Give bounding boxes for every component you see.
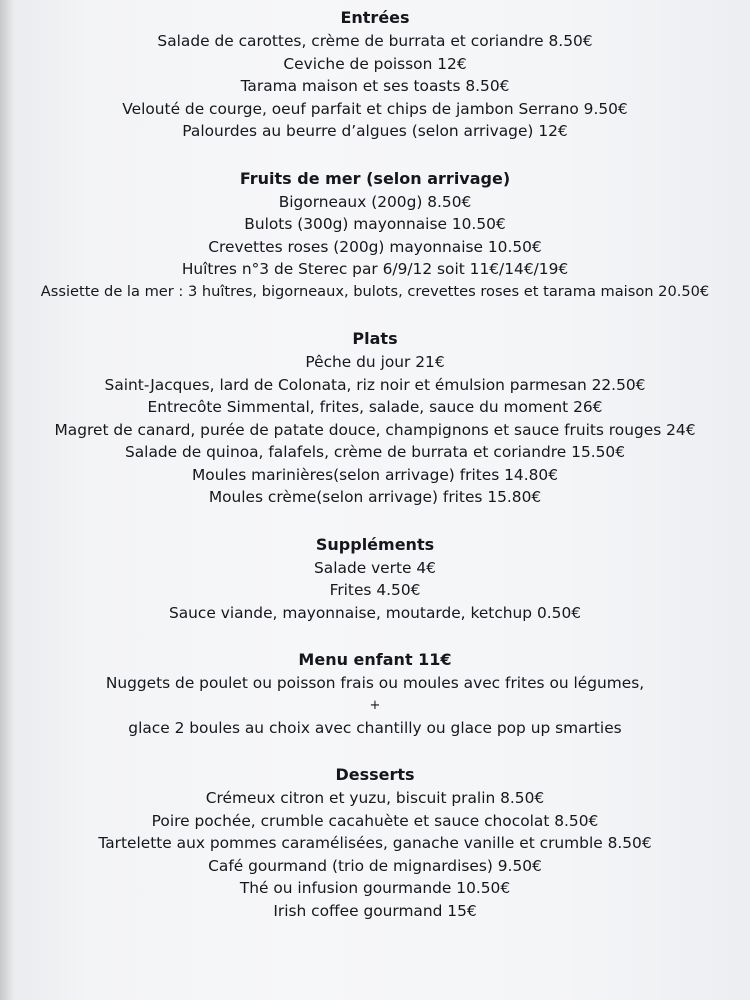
menu-item: Poire pochée, crumble cacahuète et sauce chocolat 8.50€ bbox=[151, 811, 599, 830]
section-title-desserts: Desserts bbox=[335, 765, 415, 784]
section-fruits-de-mer bbox=[0, 167, 750, 304]
menu-item: Irish coffee gourmand 15€ bbox=[273, 901, 477, 920]
menu-item: Crémeux citron et yuzu, biscuit pralin 8.50€ bbox=[205, 789, 545, 807]
menu-item: Salade de carottes, crème de burrata et coriandre 8.50€ bbox=[157, 32, 593, 50]
menu-item: Assiette de la mer : 3 huîtres, bigorneaux, bulots, crevettes roses et tarama maison 20.50€ bbox=[40, 282, 710, 300]
menu-item: Saint-Jacques, lard de Colonata, riz noir et émulsion parmesan 22.50€ bbox=[104, 375, 646, 394]
section-title-menu-enfant: Menu enfant 11€ bbox=[298, 650, 452, 669]
section-title-plats: Plats bbox=[352, 329, 398, 348]
menu-item: Bulots (300g) mayonnaise 10.50€ bbox=[244, 215, 506, 233]
menu-item: Moules marinières(selon arrivage) frites 14.80€ bbox=[192, 465, 558, 484]
section-title-entrees: Entrées bbox=[340, 8, 410, 27]
menu-item: Palourdes au beurre d’algues (selon arrivage) 12€ bbox=[182, 122, 568, 140]
section-title-fruits-de-mer: Fruits de mer (selon arrivage) bbox=[239, 168, 511, 188]
menu-item: Entrecôte Simmental, frites, salade, sauce du moment 26€ bbox=[147, 398, 603, 416]
restaurant-menu bbox=[0, 6, 750, 946]
section-supplements bbox=[0, 533, 750, 625]
section-plats bbox=[0, 327, 750, 509]
menu-item: Tartelette aux pommes caramélisées, ganache vanille et crumble 8.50€ bbox=[98, 834, 652, 852]
section-title-supplements: Suppléments bbox=[315, 534, 435, 554]
menu-item: Pêche du jour 21€ bbox=[305, 353, 445, 371]
menu-item: Frites 4.50€ bbox=[329, 581, 421, 599]
menu-item: Tarama maison et ses toasts 8.50€ bbox=[240, 77, 510, 95]
section-menu-enfant bbox=[0, 648, 750, 739]
menu-item: Magret de canard, purée de patate douce, champignons et sauce fruits rouges 24€ bbox=[54, 420, 696, 439]
menu-item: Ceviche de poisson 12€ bbox=[283, 54, 467, 73]
menu-item: Salade de quinoa, falafels, crème de burrata et coriandre 15.50€ bbox=[124, 443, 625, 461]
menu-item: Moules crème(selon arrivage) frites 15.80€ bbox=[208, 488, 542, 506]
menu-item: Huîtres n°3 de Sterec par 6/9/12 soit 11€/14€/19€ bbox=[181, 260, 569, 278]
menu-item: glace 2 boules au choix avec chantilly ou glace pop up smarties bbox=[128, 718, 622, 737]
menu-item: Café gourmand (trio de mignardises) 9.50€ bbox=[208, 856, 542, 875]
plus-separator: + bbox=[369, 697, 381, 713]
menu-item: Salade verte 4€ bbox=[314, 558, 436, 577]
menu-item: Nuggets de poulet ou poisson frais ou moules avec frites ou légumes, bbox=[105, 674, 645, 692]
section-entrees bbox=[0, 6, 750, 143]
menu-item: Velouté de courge, oeuf parfait et chips de jambon Serrano 9.50€ bbox=[122, 99, 628, 118]
menu-item: Crevettes roses (200g) mayonnaise 10.50€ bbox=[208, 237, 542, 256]
menu-item: Sauce viande, mayonnaise, moutarde, ketchup 0.50€ bbox=[168, 603, 582, 622]
menu-item: Bigorneaux (200g) 8.50€ bbox=[278, 192, 472, 211]
section-desserts bbox=[0, 763, 750, 922]
menu-item: Thé ou infusion gourmande 10.50€ bbox=[239, 879, 511, 897]
